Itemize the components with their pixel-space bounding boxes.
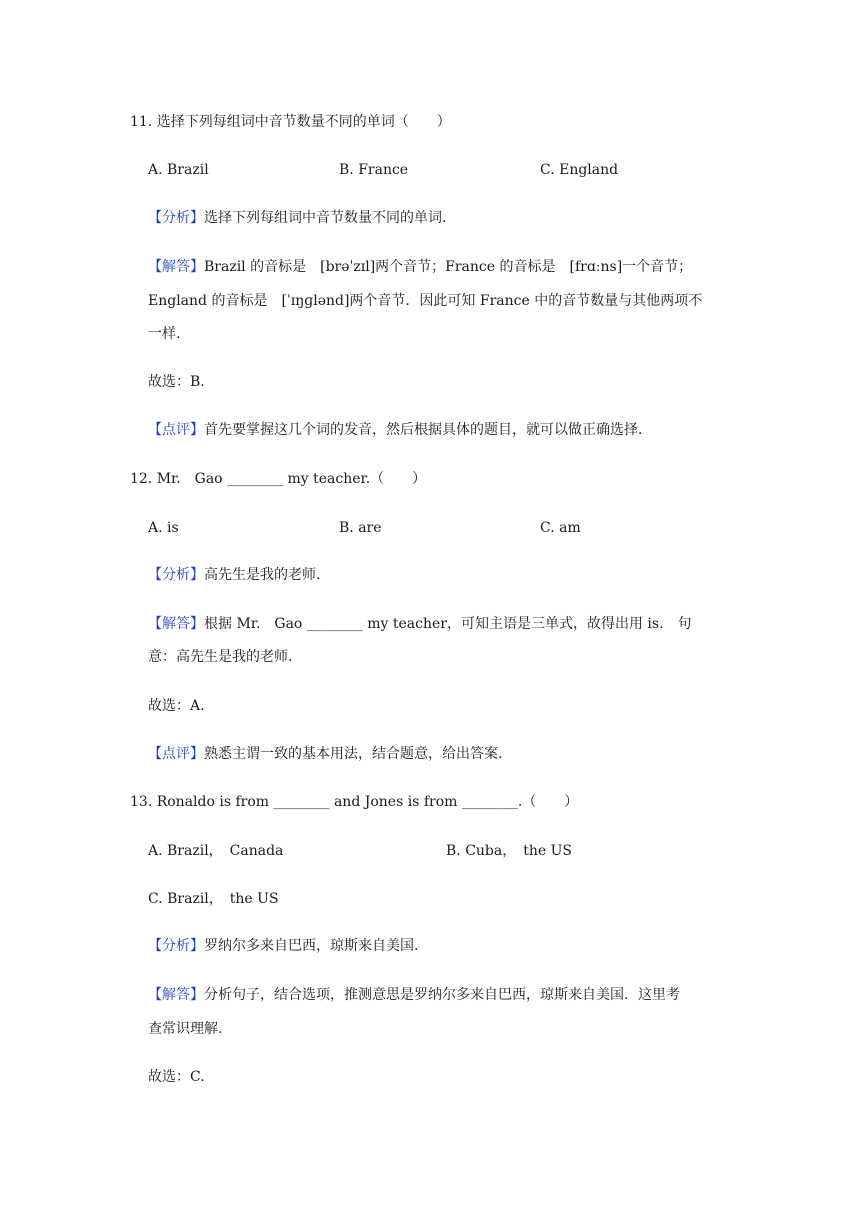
question-13-stem: 13. Ronaldo is from ________ and Jones is from ________.（ ） (130, 794, 579, 810)
analysis-text: 选择下列每组词中音节数量不同的单词. (204, 210, 447, 226)
analysis-text: 罗纳尔多来自巴西，琼斯来自美国. (204, 938, 419, 954)
question-12-option-a: A. is (148, 520, 179, 536)
comment-text: 熟悉主谓一致的基本用法，结合题意，给出答案. (204, 746, 503, 762)
question-12-option-b: B. are (339, 520, 382, 536)
question-11-analysis (148, 209, 446, 227)
question-12-stem: 12. Mr. Gao ________ my teacher.（ ） (130, 471, 427, 487)
question-11-option-a: A. Brazil (148, 162, 209, 178)
answer-text: 分析句子，结合选项，推测意思是罗纳尔多来自巴西，琼斯来自美国．这里考 (204, 987, 680, 1003)
comment-text: 首先要掌握这几个词的发音，然后根据具体的题目，就可以做正确选择. (204, 422, 643, 438)
question-11-option-b: B. France (339, 162, 409, 178)
question-11-stem: 11. 选择下列每组词中音节数量不同的单词（ ） (130, 114, 451, 130)
analysis-tag: 【分析】 (148, 210, 204, 226)
question-13-choice: 故选：C. (148, 1069, 205, 1085)
answer-tag: 【解答】 (148, 987, 204, 1003)
answer-text: Brazil 的音标是 [brəˈzɪl]两个音节；France 的音标是 [frɑːns]一个音节； (204, 259, 693, 275)
question-11-choice: 故选：B. (148, 374, 205, 390)
answer-text: 根据 Mr. Gao ________ my teacher，可知主语是三单式，故得出用 is. 句 (204, 616, 692, 632)
question-13-option-a: A. Brazil， Canada (148, 843, 284, 859)
question-13-answer-line-2: 查常识理解. (148, 1021, 223, 1037)
question-12-answer-line-2: 意：高先生是我的老师. (148, 649, 293, 665)
question-12-choice: 故选：A. (148, 698, 205, 714)
comment-tag: 【点评】 (148, 422, 204, 438)
answer-tag: 【解答】 (148, 616, 204, 632)
comment-tag: 【点评】 (148, 746, 204, 762)
question-13-option-b: B. Cuba， the US (446, 843, 572, 859)
analysis-text: 高先生是我的老师. (204, 567, 321, 583)
question-12-analysis (148, 566, 320, 584)
question-12-option-c: C. am (540, 520, 581, 536)
question-13-answer-line-1 (148, 986, 680, 1004)
question-11-option-c: C. England (540, 162, 619, 178)
question-11-comment (148, 421, 642, 439)
question-11-answer-line-1 (148, 258, 692, 276)
question-13-analysis (148, 937, 418, 955)
question-12-comment (148, 745, 502, 763)
question-11-answer-line-2: England 的音标是 [ˈɪŋɡlənd]两个音节．因此可知 France 中的音节数量与其他两项不 (148, 293, 703, 309)
question-11-answer-line-3: 一样. (148, 326, 181, 342)
question-13-option-c: C. Brazil， the US (148, 891, 279, 907)
analysis-tag: 【分析】 (148, 938, 204, 954)
analysis-tag: 【分析】 (148, 567, 204, 583)
question-12-answer-line-1 (148, 615, 692, 633)
answer-tag: 【解答】 (148, 259, 204, 275)
